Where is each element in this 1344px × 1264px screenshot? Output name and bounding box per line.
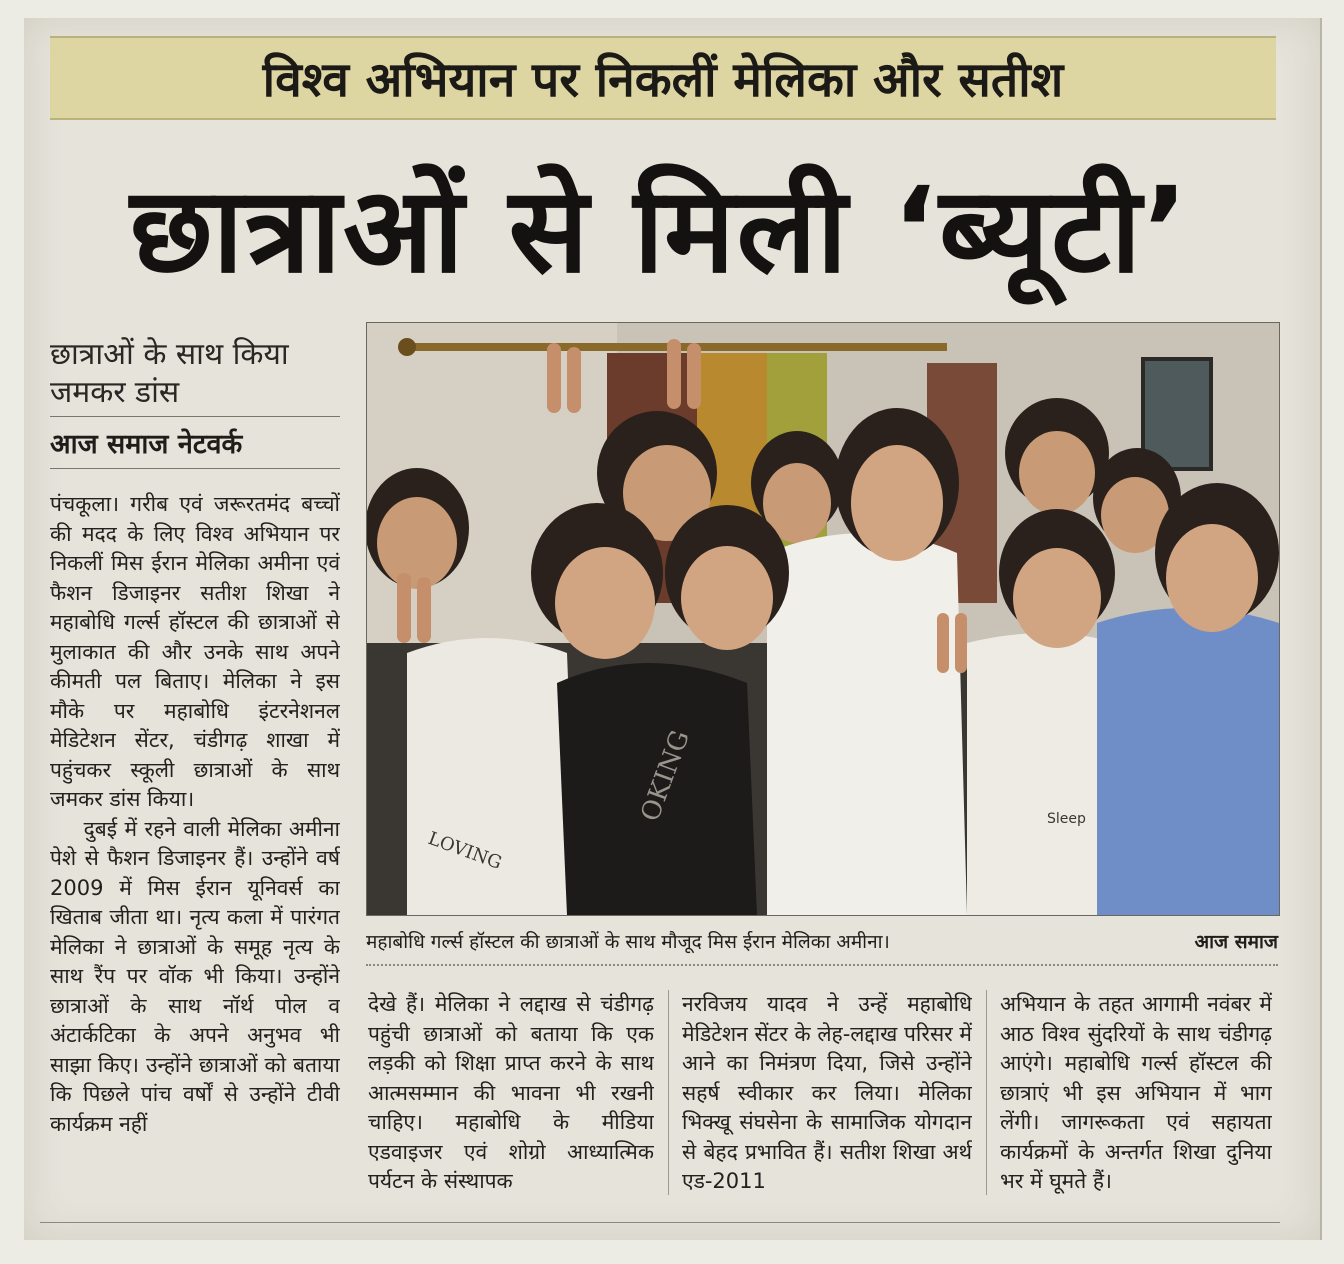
shirt-text-1: OKING [635, 726, 696, 826]
paragraph-4: नरविजय यादव ने उन्हें महाबोधि मेडिटेशन सेंटर के लेह-लद्दाख परिसर में आने का निमंत्रण दिया, जिसे उन्होंने सहर्ष स्वीकार कर लिया। मेलिका भिक्खू संघसेना के सामाजिक योगदान से बेहद प्रभावित हैं। सतीश शिखा अर्थ एड-2011 [682, 992, 972, 1193]
news-photo [366, 322, 1280, 916]
paragraph-1: पंचकूला। गरीब एवं जरूरतमंद बच्चों की मदद के लिए विश्व अभियान पर निकलीं मिस ईरान मेलिका अमीना एवं फैशन डिजाइनर सतीश शिखा ने महाबोधि गर्ल्स हॉस्टल की छात्राओं से मुलाकात की और उनके साथ अपने कीमती पल बिताए। मेलिका ने इस मौके पर महाबोधि इंटरनेशनल मेडिटेशन सेंटर, चंडीगढ़ शाखा में पहुंचकर स्कूली छात्राओं के साथ जमकर डांस किया। [50, 492, 340, 811]
article-column-4 [1000, 990, 1272, 1200]
paragraph-2: दुबई में रहने वाली मेलिका अमीना पेशे से फैशन डिजाइनर हैं। उन्होंने वर्ष 2009 में मिस ईरान यूनिवर्स का खिताब जीता था। नृत्य कला में पारंगत मेलिका ने छात्राओं के समूह नृत्य के साथ रैंप पर वॉक भी किया। उन्होंने छात्राओं के साथ नॉर्थ पोल व अंटार्कटिका के अपने अनुभव भी साझा किए। उन्होंने छात्राओं को बताया कि पिछले पांच वर्षों से उन्होंने टीवी कार्यक्रम नहीं [50, 816, 340, 1136]
article-column-1 [50, 490, 340, 1200]
photo-caption [366, 928, 1278, 958]
photo-credit: आज समाज [1194, 931, 1278, 953]
shirt-text-2: LOVING [425, 827, 505, 874]
bottom-divider [40, 1222, 1280, 1223]
byline-divider [50, 468, 340, 469]
paragraph-5: अभियान के तहत आगामी नवंबर में आठ विश्व सुंदरियों के साथ चंडीगढ़ आएंगे। महाबोधि गर्ल्स हॉस्टल की छात्राएं भी इस अभियान में भाग लेंगी। जागरूकता एवं सहायता कार्यक्रमों के अन्तर्गत शिखा दुनिया भर में घूमते हैं। [1000, 992, 1272, 1193]
deck-divider [50, 416, 340, 417]
article-column-2 [368, 990, 654, 1200]
kicker-headline: विश्व अभियान पर निकलीं मेलिका और सतीश [50, 36, 1276, 120]
paragraph-3: देखे हैं। मेलिका ने लद्दाख से चंडीगढ़ पहुंची छात्राओं को बताया कि एक लड़की को शिक्षा प्राप्त करने के साथ आत्मसम्मान की भावना भी रखनी चाहिए। महाबोधि के मीडिया एडवाइजर एवं शोग्रो आध्यात्मिक पर्यटन के संस्थापक [368, 992, 654, 1193]
group-photo-illustration [367, 323, 1279, 915]
main-headline: छात्राओं से मिली ‘ब्यूटी’ [130, 160, 1190, 299]
column-divider [986, 990, 987, 1195]
shirt-text-3: Sleep [1047, 811, 1086, 827]
caption-dotted-divider [366, 964, 1278, 968]
article-column-3 [682, 990, 972, 1200]
deck-subheading: छात्राओं के साथ किया जमकर डांस [50, 337, 289, 410]
caption-text: महाबोधि गर्ल्स हॉस्टल की छात्राओं के साथ मौजूद मिस ईरान मेलिका अमीना। [366, 931, 890, 953]
column-divider [668, 990, 669, 1195]
byline: आज समाज नेटवर्क [50, 429, 243, 460]
